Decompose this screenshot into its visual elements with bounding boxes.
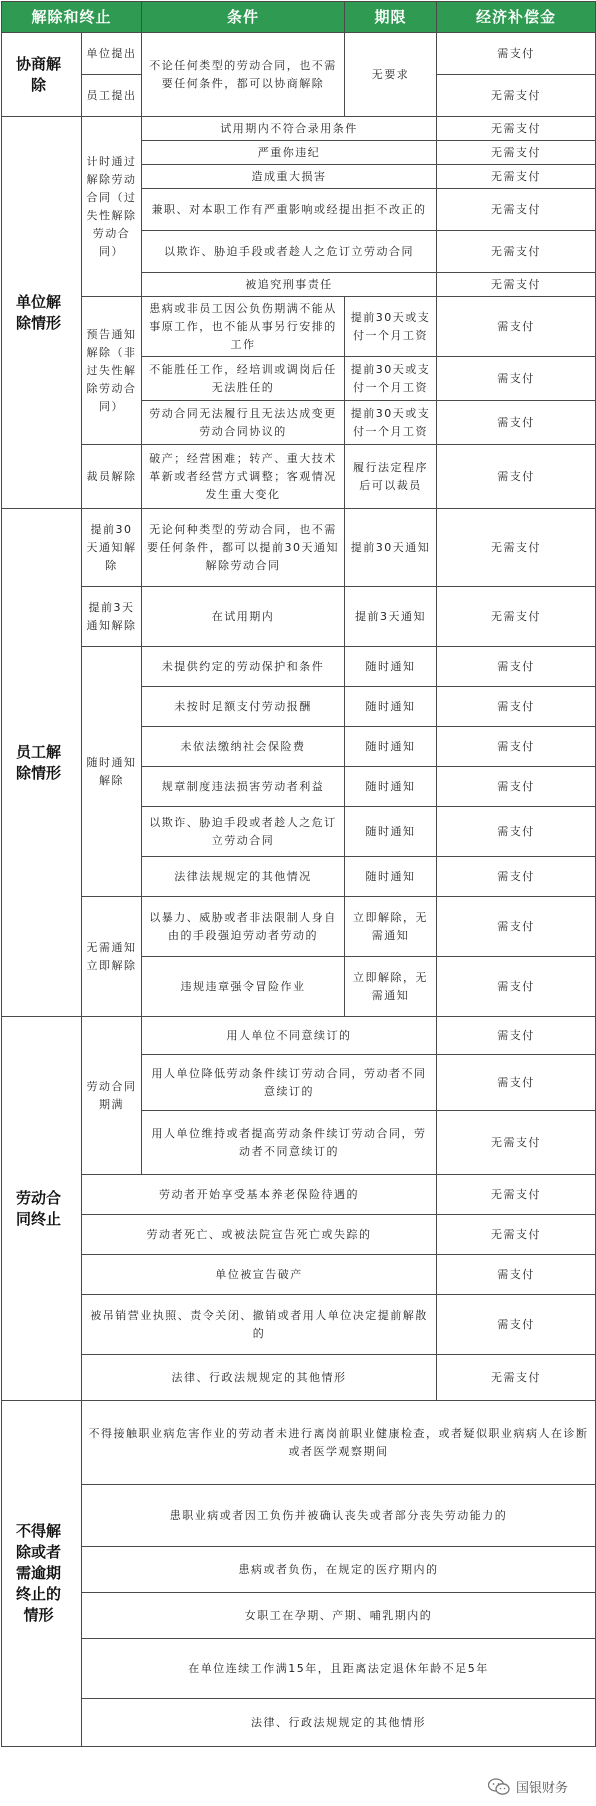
category-employer-termination: 单位解除情形: [2, 117, 82, 509]
sub-label: 计时通过解除劳动合同（过失性解除劳动合同）: [82, 117, 142, 297]
pay-cell: 无需支付: [437, 231, 596, 273]
condition-cell: 在单位连续工作满15年，且距离法定退休年龄不足5年: [82, 1639, 596, 1699]
term-cell: 提前30天通知: [345, 509, 437, 587]
pay-cell: 无需支付: [437, 1215, 596, 1255]
table-row: [2, 297, 596, 357]
pay-cell: 无需支付: [437, 509, 596, 587]
pay-cell: 无需支付: [437, 1175, 596, 1215]
pay-cell: 需支付: [437, 1055, 596, 1111]
condition-cell: 破产；经营困难；转产、重大技术革新或者经营方式调整；客观情况发生重大变化: [142, 445, 345, 509]
condition-cell: 造成重大损害: [142, 165, 437, 189]
pay-cell: 需支付: [437, 727, 596, 767]
condition-cell: 用人单位维持或者提高劳动条件续订劳动合同，劳动者不同意续订的: [142, 1111, 437, 1175]
category-negotiated: 协商解除: [2, 33, 82, 117]
watermark: [484, 1775, 572, 1798]
term-cell: 提前3天通知: [345, 587, 437, 647]
condition-cell: 用人单位降低劳动条件续订劳动合同，劳动者不同意续订的: [142, 1055, 437, 1111]
pay-cell: 无需支付: [437, 273, 596, 297]
sub-label: 预告通知解除（非过失性解除劳动合同）: [82, 297, 142, 445]
condition-cell: 无论何种类型的劳动合同，也不需要任何条件，都可以提前30天通知解除劳动合同: [142, 509, 345, 587]
header-col1: 解除和终止: [2, 2, 142, 33]
condition-cell: 被吊销营业执照、责令关闭、撤销或者用人单位决定提前解散的: [82, 1295, 437, 1355]
term-cell: 提前30天或支付一个月工资: [345, 357, 437, 401]
term-cell: 立即解除，无需通知: [345, 957, 437, 1017]
pay-cell: 需支付: [437, 687, 596, 727]
pay-cell: 需支付: [437, 1295, 596, 1355]
pay-cell: 需支付: [437, 401, 596, 445]
sub-label: 员工提出: [82, 75, 142, 117]
pay-cell: 无需支付: [437, 1111, 596, 1175]
category-employee-termination: 员工解除情形: [2, 509, 82, 1017]
pay-cell: 需支付: [437, 1017, 596, 1055]
term-cell: 随时通知: [345, 807, 437, 857]
table-row: [2, 1401, 596, 1485]
table-row: [2, 509, 596, 587]
condition-cell: 被追究刑事责任: [142, 273, 437, 297]
condition-cell: 兼职、对本职工作有严重影响或经提出拒不改正的: [142, 189, 437, 231]
pay-cell: 需支付: [437, 807, 596, 857]
condition-cell: 劳动者开始享受基本养老保险待遇的: [82, 1175, 437, 1215]
condition-cell: 劳动合同无法履行且无法达成变更劳动合同协议的: [142, 401, 345, 445]
pay-cell: 需支付: [437, 33, 596, 75]
pay-cell: 需支付: [437, 445, 596, 509]
table-row: [2, 647, 596, 687]
table-row: [2, 1639, 596, 1699]
pay-cell: 无需支付: [437, 165, 596, 189]
pay-cell: 无需支付: [437, 189, 596, 231]
pay-cell: 需支付: [437, 767, 596, 807]
pay-cell: 需支付: [437, 1255, 596, 1295]
header-col2: 条件: [142, 2, 345, 33]
table-row: [2, 897, 596, 957]
sub-label: 无需通知立即解除: [82, 897, 142, 1017]
header-col4: 经济补偿金: [437, 2, 596, 33]
sub-label: 单位提出: [82, 33, 142, 75]
term-cell: 履行法定程序后可以裁员: [345, 445, 437, 509]
condition-cell: 以暴力、威胁或者非法限制人身自由的手段强迫劳动者劳动的: [142, 897, 345, 957]
term-cell: 随时通知: [345, 767, 437, 807]
pay-cell: 需支付: [437, 897, 596, 957]
condition-cell: 未依法缴纳社会保险费: [142, 727, 345, 767]
table-row: [2, 587, 596, 647]
condition-cell: 单位被宣告破产: [82, 1255, 437, 1295]
term-cell: 立即解除，无需通知: [345, 897, 437, 957]
sub-label: 劳动合同期满: [82, 1017, 142, 1175]
pay-cell: 无需支付: [437, 141, 596, 165]
table-row: [2, 445, 596, 509]
term-cell: 随时通知: [345, 647, 437, 687]
condition-cell: 法律、行政法规规定的其他情形: [82, 1355, 437, 1401]
condition-cell: 法律、行政法规规定的其他情形: [82, 1699, 596, 1747]
condition-cell: 以欺诈、胁迫手段或者趁人之危订立劳动合同: [142, 231, 437, 273]
condition-cell: 患病或非员工因公负伤期满不能从事原工作，也不能从事另行安排的工作: [142, 297, 345, 357]
pay-cell: 需支付: [437, 297, 596, 357]
term-cell: 随时通知: [345, 687, 437, 727]
pay-cell: 无需支付: [437, 587, 596, 647]
table-row: [2, 33, 596, 75]
wechat-icon: [488, 1778, 510, 1796]
term-cell: 无要求: [345, 33, 437, 117]
condition-cell: 患病或者负伤，在规定的医疗期内的: [82, 1547, 596, 1593]
condition-cell: 严重你违纪: [142, 141, 437, 165]
condition-cell: 患职业病或者因工负伤并被确认丧失或者部分丧失劳动能力的: [82, 1485, 596, 1547]
condition-cell: 规章制度违法损害劳动者利益: [142, 767, 345, 807]
table-row: [2, 1485, 596, 1547]
table-row: [2, 1355, 596, 1401]
sub-label: 裁员解除: [82, 445, 142, 509]
condition-cell: 违规违章强令冒险作业: [142, 957, 345, 1017]
labor-contract-table: [1, 1, 596, 1747]
table-row: [2, 1593, 596, 1639]
condition-cell: 未提供约定的劳动保护和条件: [142, 647, 345, 687]
term-cell: 随时通知: [345, 857, 437, 897]
table-row: [2, 117, 596, 141]
condition-cell: 女职工在孕期、产期、哺乳期内的: [82, 1593, 596, 1639]
category-prohibited-termination: 不得解除或者需逾期终止的情形: [2, 1401, 82, 1747]
condition-cell: 以欺诈、胁迫手段或者趁人之危订立劳动合同: [142, 807, 345, 857]
table-row: [2, 1017, 596, 1055]
category-contract-expiry: 劳动合同终止: [2, 1017, 82, 1401]
table-row: [2, 1255, 596, 1295]
condition-cell: 试用期内不符合录用条件: [142, 117, 437, 141]
condition-cell: 劳动者死亡、或被法院宣告死亡或失踪的: [82, 1215, 437, 1255]
table-row: [2, 1215, 596, 1255]
pay-cell: 需支付: [437, 957, 596, 1017]
condition-cell: 在试用期内: [142, 587, 345, 647]
term-cell: 随时通知: [345, 727, 437, 767]
condition-cell: 不能胜任工作，经培训或调岗后任无法胜任的: [142, 357, 345, 401]
sub-label: 提前3天通知解除: [82, 587, 142, 647]
pay-cell: 需支付: [437, 357, 596, 401]
pay-cell: 无需支付: [437, 1355, 596, 1401]
table-row: [2, 1175, 596, 1215]
watermark-text: 国银财务: [515, 1781, 568, 1796]
pay-cell: 需支付: [437, 647, 596, 687]
sub-label: 提前30天通知解除: [82, 509, 142, 587]
table-row: [2, 1699, 596, 1747]
term-cell: 提前30天或支付一个月工资: [345, 297, 437, 357]
condition-cell: 用人单位不同意续订的: [142, 1017, 437, 1055]
condition-cell: 未按时足额支付劳动报酬: [142, 687, 345, 727]
table-row: [2, 1547, 596, 1593]
sub-label: 随时通知解除: [82, 647, 142, 897]
pay-cell: 无需支付: [437, 117, 596, 141]
condition-cell: 法律法规规定的其他情况: [142, 857, 345, 897]
table-row: [2, 1295, 596, 1355]
condition-cell: 不得接触职业病危害作业的劳动者未进行离岗前职业健康检查，或者疑似职业病病人在诊断或者医学观察期间: [82, 1401, 596, 1485]
pay-cell: 需支付: [437, 857, 596, 897]
pay-cell: 无需支付: [437, 75, 596, 117]
header-col3: 期限: [345, 2, 437, 33]
condition-cell: 不论任何类型的劳动合同，也不需要任何条件，都可以协商解除: [142, 33, 345, 117]
term-cell: 提前30天或支付一个月工资: [345, 401, 437, 445]
